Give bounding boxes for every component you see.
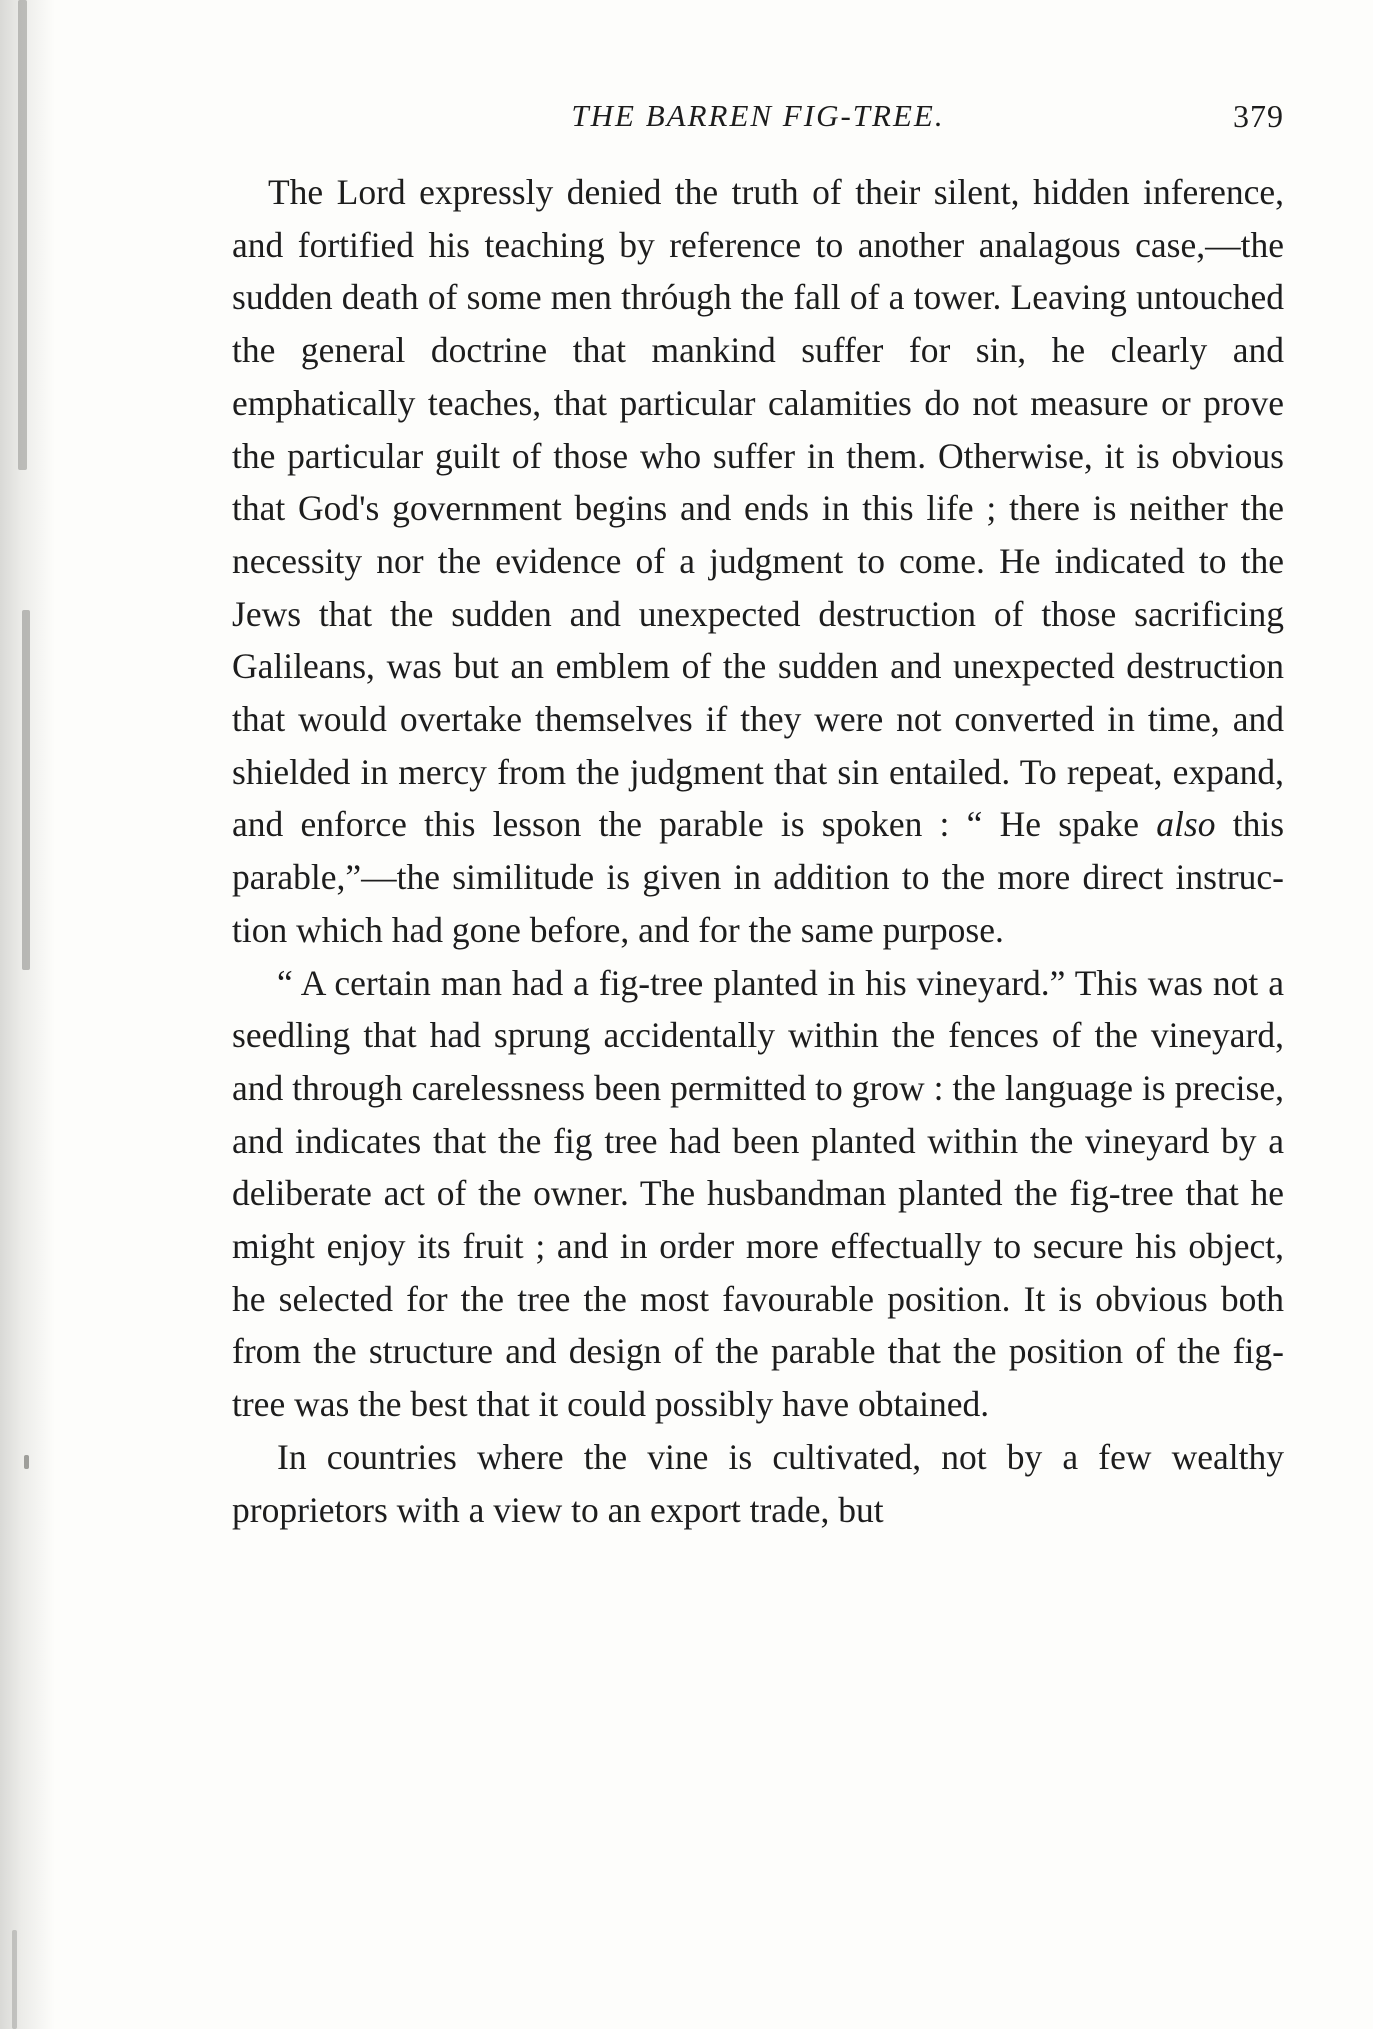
gutter-mark-lower [12, 1930, 17, 2029]
page-header [232, 98, 1284, 148]
running-title: THE BARREN FIG-TREE. [571, 98, 945, 133]
paragraph-1-emphasis: also [1156, 804, 1216, 845]
paragraph-1-text: The Lord expressly denied the truth of their silent, hidden inference, and fortified his teaching by reference to another analagous case,—the sudden death of some men thróugh the fall of a tower. Leaving untouched the general doctrine that mankind suffer for sin, he clearly and emphatically teaches, that particular calamities do not measure or prove the particular guilt of those who suffer in them. Otherwise, it is obvious that God's government begins and ends in this life ; there is neither the necessity nor the evidence of a judgment to come. He indicated to the Jews that the sudden and unexpected destruction of those sacrificing Galileans, was but an emblem of the sudden and unexpected destruction that would overtake themselves if they were not converted in time, and shielded in mercy from the judgment that sin entailed. To repeat, expand, and enforce this lesson the parable is spoken : “ He spake [232, 172, 1284, 845]
paragraph-1-continuation: this parable,”—the similitude is given in addition to the more direct instruction which had gone before, and for the same purpose. [232, 804, 1285, 950]
gutter-mark-middle [22, 610, 30, 970]
page-body [232, 166, 1284, 1536]
gutter-mark-upper [18, 0, 27, 470]
binding-gutter-shadow [0, 0, 55, 2029]
page-number: 379 [1233, 98, 1284, 134]
paragraph-2: “ A certain man had a fig-tree planted in his vineyard.” This was not a seedling that had sprung accidentally within the fences of the vineyard, and through carelessness been permitted to grow : the language is precise, and indicates that the fig tree had been planted within the vineyard by a deliberate act of the owner. The husbandman planted the fig-tree that he might enjoy its fruit ; and in order more effectually to secure his object, he selected for the tree the most favourable position. It is obvious both from the structure and design of the parable that the position of the fig-tree was the best that it could possibly have obtained. [232, 962, 1284, 1425]
gutter-mark-small [24, 1455, 29, 1469]
paragraph-3: In countries where the vine is cultivated, not by a few wealthy proprietors with a view to an export trade, but [232, 1436, 1284, 1530]
paragraph-1 [232, 166, 1284, 957]
